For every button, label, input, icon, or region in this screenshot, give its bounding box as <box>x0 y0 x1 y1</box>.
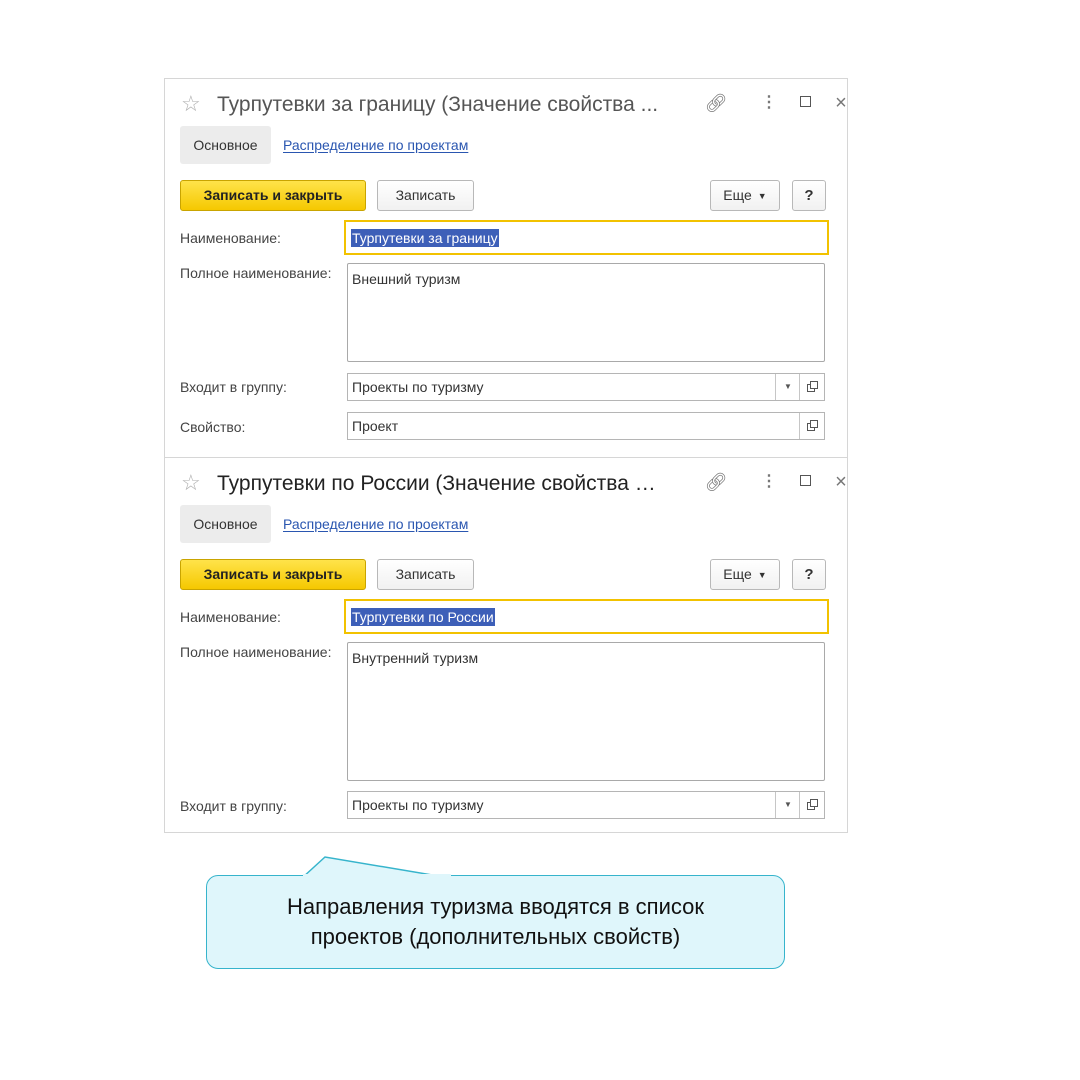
group-label: Входит в группу: <box>180 798 287 814</box>
full-name-label: Полное наименование: <box>180 265 332 281</box>
more-vertical-icon[interactable]: ⋮ <box>761 94 777 111</box>
maximize-icon[interactable] <box>792 89 818 117</box>
chevron-down-icon[interactable]: ▼ <box>775 792 800 818</box>
name-label: Наименование: <box>180 609 281 625</box>
tab-project-distribution[interactable]: Распределение по проектам <box>283 137 469 153</box>
callout-text <box>207 892 784 952</box>
star-icon[interactable]: ☆ <box>181 91 201 116</box>
link-icon[interactable]: 🔗︎ <box>704 472 728 492</box>
link-icon[interactable]: 🔗︎ <box>704 93 728 113</box>
group-label: Входит в группу: <box>180 379 287 395</box>
callout-bubble <box>206 875 785 969</box>
property-field-value: Проект <box>352 418 399 434</box>
save-button[interactable]: Записать <box>377 559 474 590</box>
property-field[interactable] <box>347 412 825 440</box>
close-icon[interactable]: × <box>835 471 847 493</box>
save-button[interactable]: Записать <box>377 180 474 211</box>
help-button[interactable]: ? <box>792 559 826 590</box>
property-label: Свойство: <box>180 419 246 435</box>
star-icon[interactable]: ☆ <box>181 470 201 495</box>
help-button[interactable]: ? <box>792 180 826 211</box>
tab-main[interactable]: Основное <box>180 126 271 164</box>
save-and-close-button[interactable]: Записать и закрыть <box>180 559 366 590</box>
chevron-down-icon: ▼ <box>757 569 767 580</box>
name-input-value: Турпутевки за границу <box>352 230 498 246</box>
name-input[interactable] <box>344 599 829 634</box>
full-name-textarea[interactable]: Внешний туризм <box>347 263 825 362</box>
more-button-label: Еще <box>723 566 752 582</box>
group-field[interactable] <box>347 373 825 401</box>
tab-main[interactable]: Основное <box>180 505 271 543</box>
callout-line: проектов (дополнительных свойств) <box>310 924 681 949</box>
name-input[interactable] <box>344 220 829 255</box>
more-vertical-icon[interactable]: ⋮ <box>761 473 777 490</box>
group-field-value: Проекты по туризму <box>352 797 484 813</box>
close-icon[interactable]: × <box>835 92 847 114</box>
chevron-down-icon[interactable]: ▼ <box>775 374 800 400</box>
callout-tail-joint <box>303 874 451 877</box>
more-button[interactable] <box>710 559 780 590</box>
name-label: Наименование: <box>180 230 281 246</box>
window-titlebar <box>181 89 847 119</box>
full-name-textarea[interactable]: Внутренний туризм <box>347 642 825 781</box>
tab-project-distribution[interactable]: Распределение по проектам <box>283 516 469 532</box>
name-input-value: Турпутевки по России <box>352 609 494 625</box>
form-window-russia <box>164 457 848 833</box>
open-in-window-icon[interactable] <box>799 374 824 400</box>
group-field-value: Проекты по туризму <box>352 379 484 395</box>
window-title: Турпутевки по России (Значение свойства П... <box>217 472 667 495</box>
maximize-icon[interactable] <box>792 468 818 496</box>
callout-line: Направления туризма вводятся в список <box>287 894 704 919</box>
window-title: Турпутевки за границу (Значение свойства ... <box>217 93 659 116</box>
more-button-label: Еще <box>723 187 752 203</box>
open-in-window-icon[interactable] <box>799 792 824 818</box>
window-titlebar <box>181 468 847 498</box>
open-in-window-icon[interactable] <box>799 413 824 439</box>
full-name-label: Полное наименование: <box>180 644 332 660</box>
form-window-abroad <box>164 78 848 458</box>
chevron-down-icon: ▼ <box>757 190 767 201</box>
more-button[interactable] <box>710 180 780 211</box>
group-field[interactable] <box>347 791 825 819</box>
save-and-close-button[interactable]: Записать и закрыть <box>180 180 366 211</box>
